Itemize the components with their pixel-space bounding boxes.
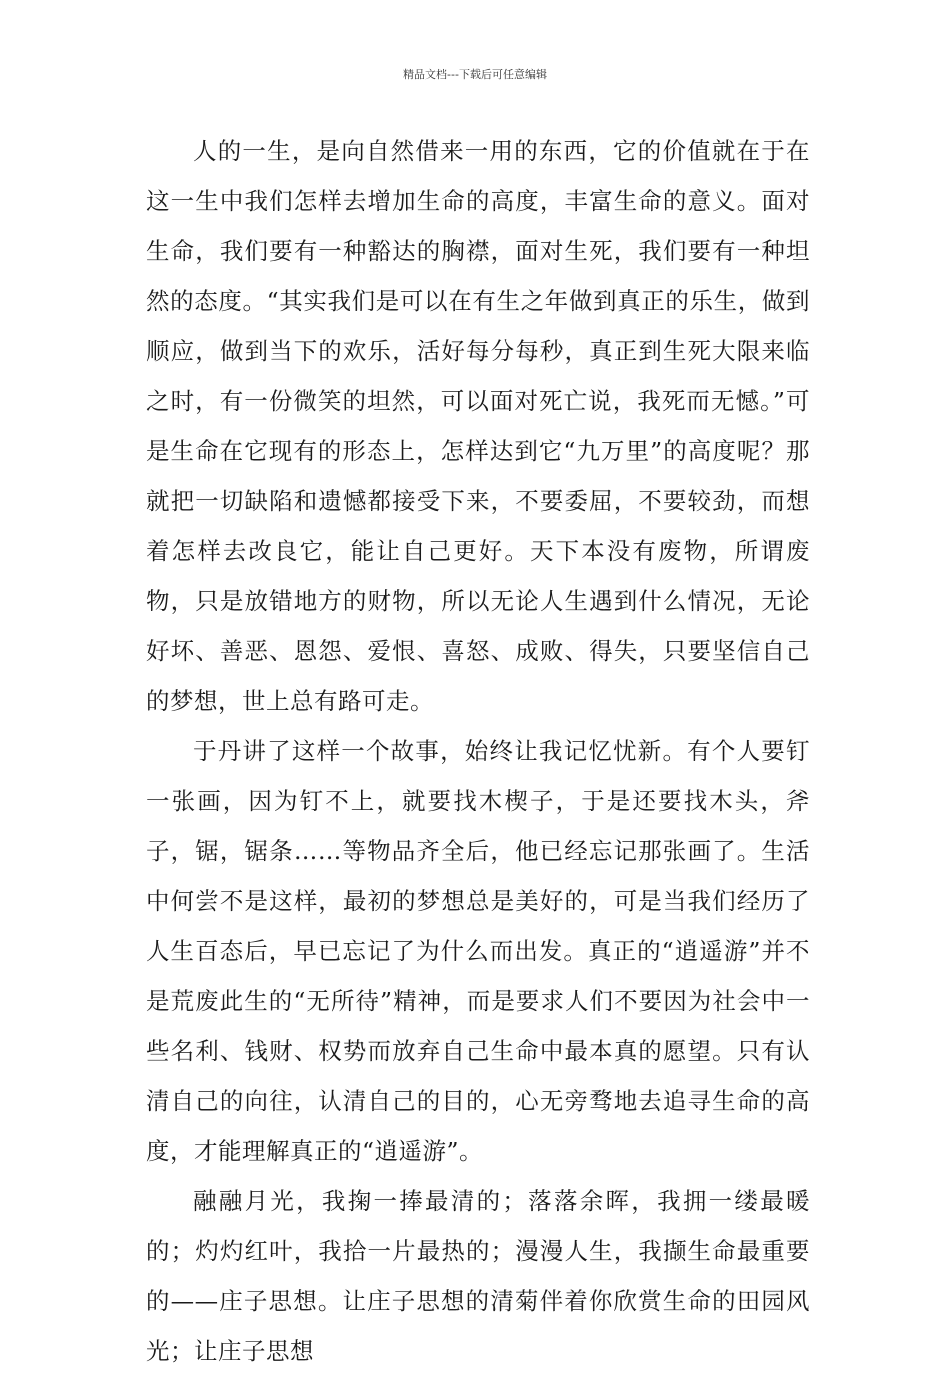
- paragraph-1: 人的一生，是向自然借来一用的东西，它的价值就在于在这一生中我们怎样去增加生命的高度，丰富生命的意义。面对生命，我们要有一种豁达的胸襟，面对生死，我们要有一种坦然的态度。“其实我们是可以在有生之年做到真正的乐生，做到顺应，做到当下的欢乐，活好每分每秒，真正到生死大限来临之时，有一份微笑的坦然，可以面对死亡说，我死而无憾。”可是生命在它现有的形态上，怎样达到它“九万里”的高度呢？那就把一切缺陷和遗憾都接受下来，不要委屈，不要较劲，而想着怎样去改良它，能让自己更好。天下本没有废物，所谓废物，只是放错地方的财物，所以无论人生遇到什么情况，无论好坏、善恶、恩怨、爱恨、喜怒、成败、得失，只要坚信自己的梦想，世上总有路可走。: [146, 137, 810, 715]
- paragraph-2: 于丹讲了这样一个故事，始终让我记忆忧新。有个人要钉一张画，因为钉不上，就要找木楔子，于是还要找木头，斧子，锯，锯条……等物品齐全后，他已经忘记那张画了。生活中何尝不是这样，最初的梦想总是美好的，可是当我们经历了人生百态后，早已忘记了为什么而出发。真正的“逍遥游”并不是荒废此生的“无所待”精神，而是要求人们不要因为社会中一些名利、钱财、权势而放弃自己生命中最本真的愿望。只有认清自己的向往，认清自己的目的，心无旁骛地去追寻生命的高度，才能理解真正的“逍遥游”。: [146, 737, 810, 1165]
- document-body: [146, 126, 810, 1376]
- page-header: 精品文档---下载后可任意编辑: [403, 68, 547, 81]
- paragraph-3: 融融月光，我掬一捧最清的；落落余晖，我拥一缕最暖的；灼灼红叶，我拾一片最热的；漫漫人生，我撷生命最重要的——庄子思想。让庄子思想的清菊伴着你欣赏生命的田园风光；让庄子思想: [146, 1187, 810, 1365]
